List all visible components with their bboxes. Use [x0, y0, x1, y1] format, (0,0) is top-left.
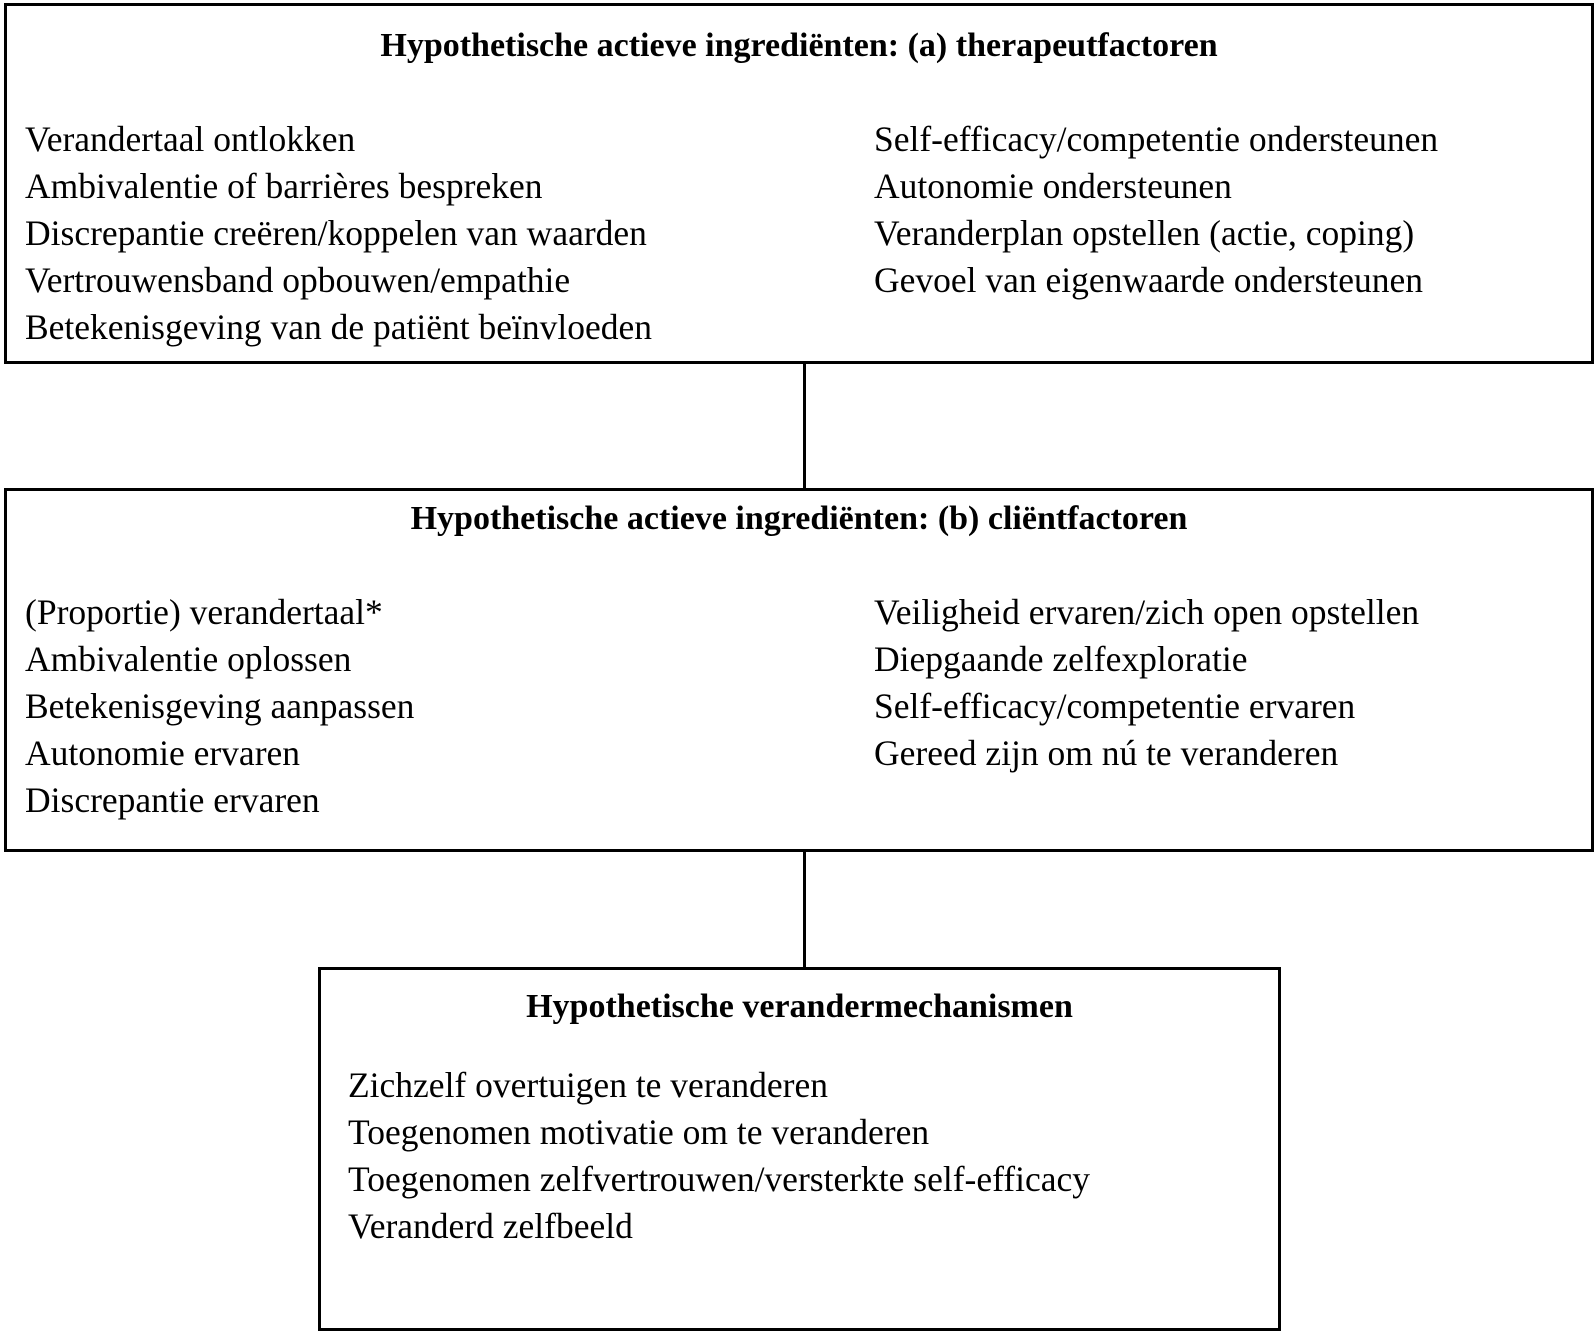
list-item: Ambivalentie oplossen	[25, 639, 352, 679]
client-factors-box	[4, 488, 1594, 852]
list-item: Betekenisgeving van de patiënt beïnvloeden	[25, 307, 652, 347]
therapist-factors-right-list	[874, 116, 1438, 304]
client-factors-title: Hypothetische actieve ingrediënten: (b) cliëntfactoren	[410, 500, 1188, 537]
list-item: Veranderplan opstellen (actie, coping)	[874, 213, 1415, 253]
client-factors-left-list	[25, 589, 414, 824]
change-mechanisms-title: Hypothetische verandermechanismen	[526, 988, 1073, 1025]
list-item: Betekenisgeving aanpassen	[25, 686, 415, 726]
list-item: Vertrouwensband opbouwen/empathie	[25, 260, 571, 300]
list-item: Diepgaande zelfexploratie	[874, 639, 1248, 679]
list-item: Veiligheid ervaren/zich open opstellen	[874, 592, 1420, 632]
list-item: Discrepantie creëren/koppelen van waarden	[25, 213, 647, 253]
therapist-factors-title: Hypothetische actieve ingrediënten: (a) therapeutfactoren	[380, 27, 1218, 64]
connector-line	[803, 362, 806, 490]
change-mechanisms-list	[348, 1062, 1090, 1250]
list-item: Gevoel van eigenwaarde ondersteunen	[874, 260, 1424, 300]
client-factors-right-list	[874, 589, 1419, 777]
list-item: Veranderd zelfbeeld	[348, 1206, 633, 1246]
list-item: Verandertaal ontlokken	[25, 119, 356, 159]
change-mechanisms-box	[318, 967, 1281, 1331]
list-item: Self-efficacy/competentie ondersteunen	[874, 119, 1439, 159]
therapist-factors-left-list	[25, 116, 652, 351]
list-item: Discrepantie ervaren	[25, 780, 320, 820]
list-item: (Proportie) verandertaal*	[25, 592, 383, 632]
list-item: Autonomie ondersteunen	[874, 166, 1232, 206]
list-item: Ambivalentie of barrières bespreken	[25, 166, 543, 206]
list-item: Toegenomen motivatie om te veranderen	[348, 1112, 930, 1152]
list-item: Self-efficacy/competentie ervaren	[874, 686, 1356, 726]
list-item: Gereed zijn om nú te veranderen	[874, 733, 1339, 773]
therapist-factors-box	[4, 3, 1594, 364]
list-item: Autonomie ervaren	[25, 733, 301, 773]
list-item: Toegenomen zelfvertrouwen/versterkte self-efficacy	[348, 1159, 1090, 1199]
list-item: Zichzelf overtuigen te veranderen	[348, 1065, 828, 1105]
connector-line	[803, 850, 806, 969]
